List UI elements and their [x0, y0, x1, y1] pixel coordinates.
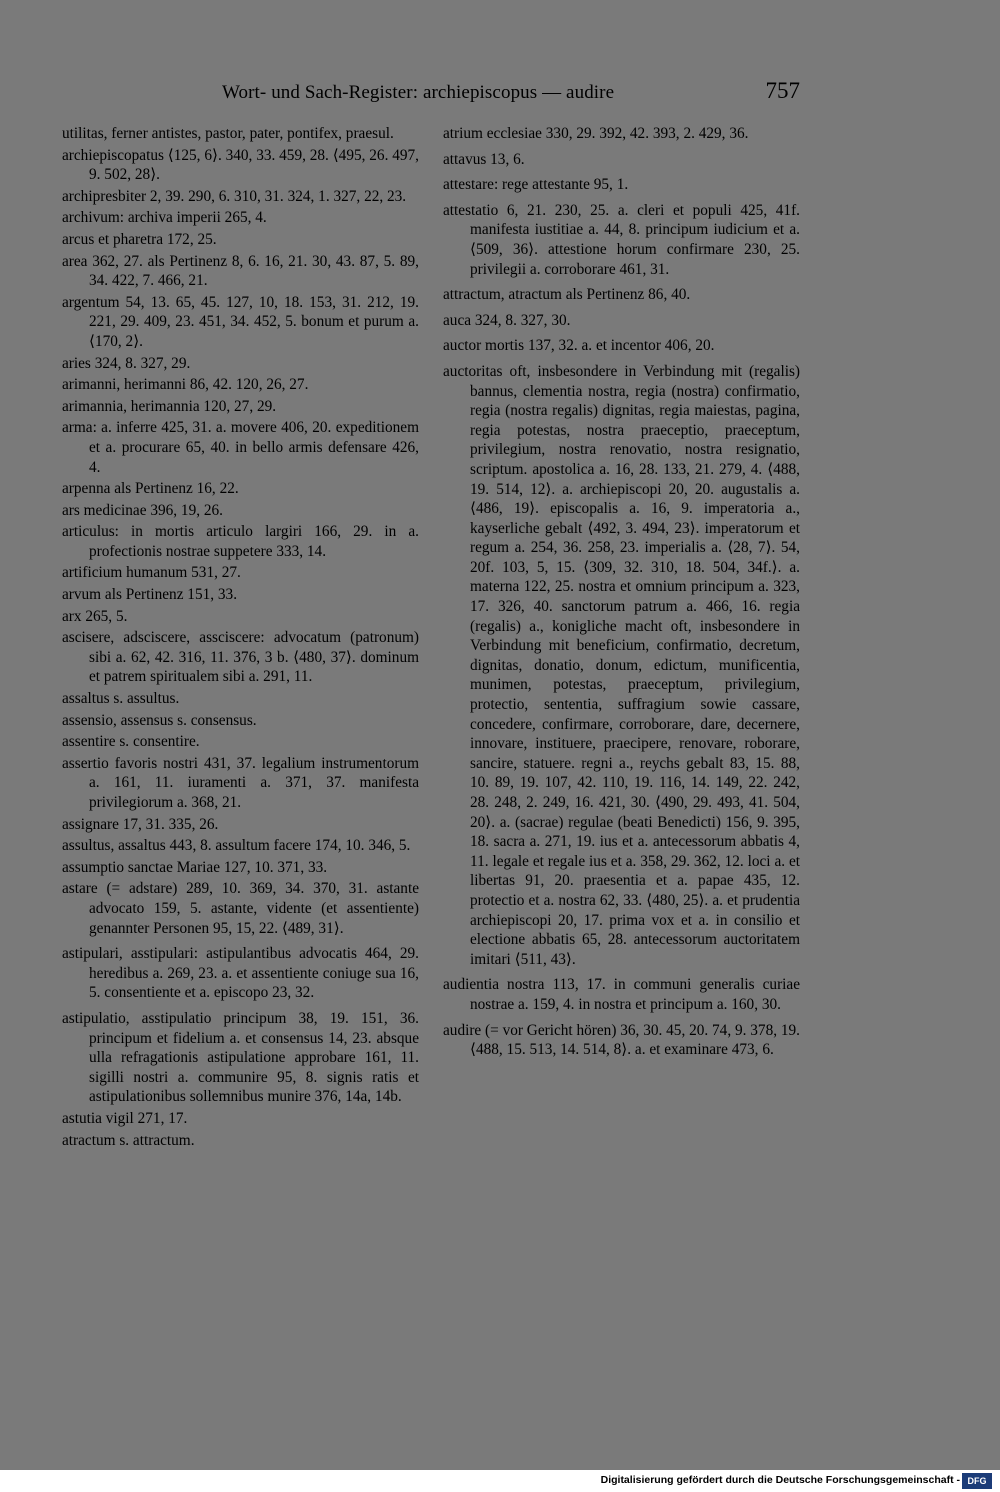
index-entry: audientia nostra 113, 17. in communi generalis curiae nostrae a. 159, 4. in nostra et principum a. 160, 30.	[443, 976, 800, 1013]
index-entry: arpenna als Pertinenz 16, 22.	[62, 480, 239, 498]
footer-banner	[0, 1470, 1000, 1492]
index-entry: argentum 54, 13. 65, 45. 127, 10, 18. 153, 31. 212, 19. 221, 29. 409, 23. 451, 34. 452, 5. bonum et purum a. ⟨170, 2⟩.	[62, 293, 419, 350]
index-entry: atractum s. attractum.	[62, 1131, 195, 1149]
index-entry: ars medicinae 396, 19, 26.	[62, 501, 223, 519]
index-entry: arx 265, 5.	[62, 607, 128, 625]
dfg-logo-icon: DFG	[962, 1473, 992, 1489]
page-number: 757	[765, 78, 800, 103]
index-entry: attractum, atractum als Pertinenz 86, 40.	[443, 286, 691, 304]
index-entry: arcus et pharetra 172, 25.	[62, 230, 217, 248]
funding-notice: Digitalisierung gefördert durch die Deutsche Forschungsgemeinschaft -	[600, 1474, 960, 1486]
index-entry: utilitas, ferner antistes, pastor, pater, pontifex, praesul.	[62, 125, 394, 142]
index-entry: assertio favoris nostri 431, 37. legalium instrumentorum a. 161, 11. iuramenti a. 371, 37. manifesta privilegiorum a. 368, 21.	[62, 754, 419, 811]
index-entry: auca 324, 8. 327, 30.	[443, 311, 571, 329]
index-entry: articulus: in mortis articulo largiri 166, 29. in a. profectionis nostrae suppetere 333, 14.	[62, 523, 419, 560]
index-entry: archiepiscopatus ⟨125, 6⟩. 340, 33. 459, 28. ⟨495, 26. 497, 9. 502, 28⟩.	[62, 146, 419, 184]
index-entry: archivum: archiva imperii 265, 4.	[62, 209, 267, 227]
index-entry: assensio, assensus s. consensus.	[62, 711, 257, 729]
index-entry: area 362, 27. als Pertinenz 8, 6. 16, 21. 30, 43. 87, 5. 89, 34. 422, 7. 466, 21.	[62, 252, 419, 290]
page-header	[62, 76, 800, 110]
index-entry: aries 324, 8. 327, 29.	[62, 354, 191, 372]
index-entry: arimannia, herimannia 120, 27, 29.	[62, 397, 277, 415]
index-entry: archipresbiter 2, 39. 290, 6. 310, 31. 324, 1. 327, 22, 23.	[62, 187, 407, 205]
right-column	[443, 124, 800, 1062]
index-entry: attestatio 6, 21. 230, 25. a. cleri et populi 425, 41f. manifesta iustitiae a. 44, 8. principum iudicium et a. ⟨509, 36⟩. attestione horum confirmare 230, 25. privilegii a. corroborare 461, 31.	[443, 201, 800, 278]
index-entry: auctor mortis 137, 32. a. et incentor 406, 20.	[443, 337, 715, 355]
index-entry: astipulari, asstipulari: astipulantibus advocatis 464, 29. heredibus a. 269, 23. a. et assentiente coniuge sua 16, 5. consentiente et a. episcopo 23, 32.	[62, 945, 419, 1002]
index-entry: attestare: rege attestante 95, 1.	[443, 176, 629, 194]
index-entry: audire (= vor Gericht hören) 36, 30. 45, 20. 74, 9. 378, 19. ⟨488, 15. 513, 14. 514, 8⟩. a. et examinare 473, 6.	[443, 1021, 800, 1059]
index-entry: assentire s. consentire.	[62, 733, 200, 751]
index-entry: astipulatio, asstipulatio principum 38, 19. 151, 36. principum et fidelium a. et consensus 14, 23. absque ulla refragationis astipulatione approbare 161, 11. sigilli nostri a. communire 95, 8. signis ratis et astipulationibus sollemnibus munire 376, 14a, 14b.	[62, 1009, 419, 1106]
index-entry: assumptio sanctae Mariae 127, 10. 371, 33.	[62, 858, 328, 876]
index-entry: atrium ecclesiae 330, 29. 392, 42. 393, 2. 429, 36.	[443, 125, 749, 142]
index-entry: assignare 17, 31. 335, 26.	[62, 815, 219, 833]
index-entry: arimanni, herimanni 86, 42. 120, 26, 27.	[62, 376, 309, 394]
index-entry: arma: a. inferre 425, 31. a. movere 406, 20. expeditionem et a. procurare 65, 40. in bello armis defensare 426, 4.	[62, 419, 419, 476]
index-entry: attavus 13, 6.	[443, 150, 525, 168]
index-entry: arvum als Pertinenz 151, 33.	[62, 586, 238, 604]
index-entry: artificium humanum 531, 27.	[62, 564, 241, 582]
index-entry: astare (= adstare) 289, 10. 369, 34. 370, 31. astante advocato 159, 5. astante, vidente (et assentiente) genannter Personen 95, 15, 22. ⟨489, 31⟩.	[62, 880, 419, 937]
index-entry: auctoritas oft, insbesondere in Verbindung mit (regalis) bannus, clementia nostra, regia (nostra) confirmatio, regia (nostra regalis) dignitas, regia maiestas, pagina, regia potestas, nostra praeceptio, praeceptum, privilegium, nostra renovatio, nostra resignatio, scriptum. apostolica a. 16, 28. 133, 21. 279, 4. ⟨488, 19. 514, 12⟩. a. archiepiscopi 20, 20. augustalis a. ⟨486, 19⟩. episcopalis a. 16, 9. imperatoria a., kayserliche gebalt ⟨492, 3. 494, 23⟩. imperatorum et regum a. 254, 36. 258, 23. imperialis a. ⟨28, 7⟩. 54, 20f. 103, 5, 15. ⟨309, 32. 310, 18. 504, 34f.⟩. a. materna 122, 25. nostra et omnium principum a. 323, 17. 326, 40. sanctorum patrum a. 466, 16. regia (regalis) a., konigliche macht oft, insbesondere in Verbindung mit beneficium, confirmatio, decretum, dignitas, donatio, donum, edictum, munificentia, munimen, potestas, praeceptum, privilegium, protectio, sententia, suffragium sowie cassare, concedere, confirmare, corroborare, dare, decernere, innovare, instituere, praecipere, renovare, roborare, sancire, statuere. regni a., reychs gebalt 83, 15. 88, 10. 89, 19. 107, 42. 110, 19. 116, 14. 149, 22. 242, 28. 248, 2. 249, 16. 421, 30. ⟨490, 29. 493, 41. 504, 20⟩. a. (sacrae) regulae (beati Benedicti) 156, 9. 395, 18. sacra a. 271, 19. ius et a. antecessorum abbatis 4, 11. legale et regale ius et a. 358, 29. 362, 12. loci a. et libertas 91, 20. praesentia et a. papae 435, 12. protectio et a. nostra 62, 33. ⟨480, 25⟩. a. et prudentia archiepiscopi 20, 17. prima vox et a. in consilio et electione abbatis 65, 28. antecessorum auctoritatem imitari ⟨511, 43⟩.	[443, 362, 800, 968]
index-entry: astutia vigil 271, 17.	[62, 1109, 188, 1127]
running-title: Wort- und Sach-Register: archiepiscopus — audire	[222, 82, 615, 103]
index-entry: assaltus s. assultus.	[62, 690, 180, 708]
index-entry: assultus, assaltus 443, 8. assultum facere 174, 10. 346, 5.	[62, 837, 411, 855]
left-column	[62, 124, 419, 1152]
index-entry: ascisere, adsciscere, assciscere: advocatum (patronum) sibi a. 62, 42. 316, 11. 376, 3 b. ⟨480, 37⟩. dominum et patrem spiritualem sibi a. 291, 11.	[62, 629, 419, 686]
